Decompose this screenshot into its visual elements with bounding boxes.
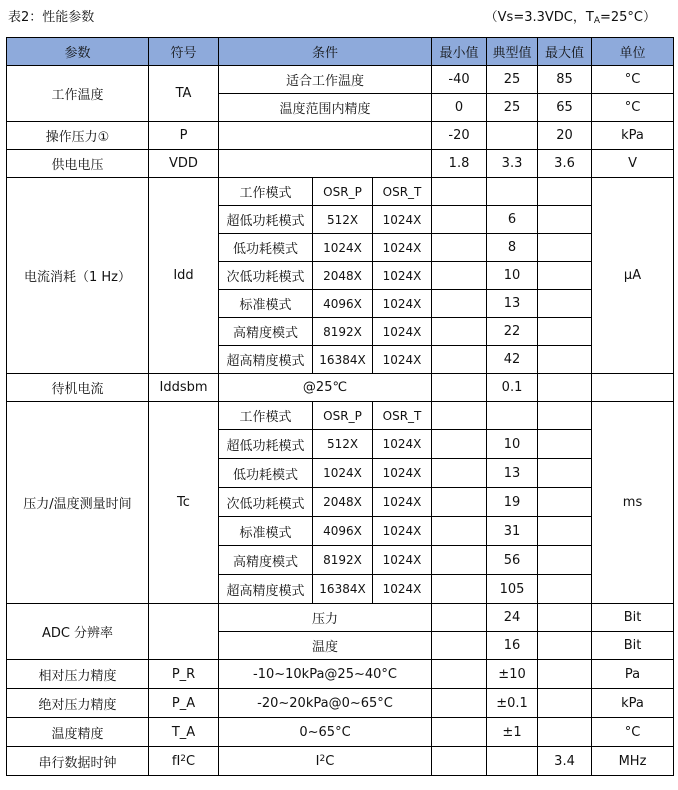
max-cell <box>538 632 592 660</box>
table-row <box>7 747 674 776</box>
table-row <box>7 660 674 689</box>
osr-t-cell: 1024X <box>373 575 432 604</box>
cond-cell: @25℃ <box>219 374 432 402</box>
header-param: 参数 <box>7 38 149 66</box>
unit-cell: Pa <box>592 660 674 689</box>
max-cell <box>538 488 592 517</box>
cond-cell: 压力 <box>219 604 432 632</box>
max-cell <box>538 234 592 262</box>
header-min: 最小值 <box>432 38 487 66</box>
max-cell: 20 <box>538 122 592 150</box>
typ-cell: 24 <box>487 604 538 632</box>
mode-header: 工作模式 <box>219 178 313 206</box>
min-cell <box>432 488 487 517</box>
osr-t-cell: 1024X <box>373 517 432 546</box>
typ-cell: ±0.1 <box>487 689 538 718</box>
table-row <box>7 122 674 150</box>
header-max: 最大值 <box>538 38 592 66</box>
max-cell <box>538 346 592 374</box>
unit-cell: MHz <box>592 747 674 776</box>
osr-t-header: OSR_T <box>373 178 432 206</box>
header-typ: 典型值 <box>487 38 538 66</box>
min-cell: -20 <box>432 122 487 150</box>
osr-t-cell: 1024X <box>373 206 432 234</box>
param-symbol: $fI^2C$ <box>149 747 219 776</box>
min-cell <box>432 689 487 718</box>
min-cell <box>432 632 487 660</box>
typ-cell: 13 <box>487 290 538 318</box>
min-cell <box>432 178 487 206</box>
unit-cell: Bit <box>592 632 674 660</box>
param-symbol: Tc <box>149 402 219 604</box>
min-cell <box>432 206 487 234</box>
typ-cell: 25 <box>487 94 538 122</box>
max-cell <box>538 430 592 459</box>
mode-cell: 次低功耗模式 <box>219 488 313 517</box>
param-name: 相对压力精度 <box>7 660 149 689</box>
table-row <box>7 689 674 718</box>
max-cell: 3.4 <box>538 747 592 776</box>
max-cell <box>538 318 592 346</box>
max-cell <box>538 402 592 430</box>
param-symbol: T_A <box>149 718 219 747</box>
min-cell <box>432 402 487 430</box>
max-cell <box>538 178 592 206</box>
osr-t-cell: 1024X <box>373 488 432 517</box>
param-name: 待机电流 <box>7 374 149 402</box>
typ-cell <box>487 402 538 430</box>
param-symbol: TA <box>149 66 219 122</box>
min-cell <box>432 575 487 604</box>
min-cell: 0 <box>432 94 487 122</box>
cond-cell <box>219 150 432 178</box>
max-cell <box>538 718 592 747</box>
osr-p-cell: 4096X <box>313 517 373 546</box>
table-row <box>7 66 674 94</box>
max-cell <box>538 206 592 234</box>
osr-t-cell: 1024X <box>373 430 432 459</box>
cond-cell: 0~65°C <box>219 718 432 747</box>
table-row <box>7 718 674 747</box>
table-row <box>7 604 674 632</box>
min-cell <box>432 430 487 459</box>
osr-p-cell: 2048X <box>313 488 373 517</box>
osr-p-cell: 16384X <box>313 346 373 374</box>
max-cell <box>538 262 592 290</box>
max-cell <box>538 374 592 402</box>
min-cell: -40 <box>432 66 487 94</box>
osr-p-cell: 512X <box>313 430 373 459</box>
unit-cell <box>592 374 674 402</box>
cond-cell: -20~20kPa@0~65°C <box>219 689 432 718</box>
osr-t-cell: 1024X <box>373 234 432 262</box>
param-name: 电流消耗（1 Hz） <box>7 178 149 374</box>
cond-cell: $I^2C$ <box>219 747 432 776</box>
unit-cell: kPa <box>592 122 674 150</box>
osr-t-cell: 1024X <box>373 346 432 374</box>
param-symbol: P_A <box>149 689 219 718</box>
mode-cell: 超低功耗模式 <box>219 206 313 234</box>
typ-cell: 0.1 <box>487 374 538 402</box>
osr-p-cell: 4096X <box>313 290 373 318</box>
osr-t-cell: 1024X <box>373 290 432 318</box>
cond-cell <box>219 122 432 150</box>
unit-cell: V <box>592 150 674 178</box>
osr-t-cell: 1024X <box>373 262 432 290</box>
osr-t-cell: 1024X <box>373 318 432 346</box>
mode-cell: 高精度模式 <box>219 546 313 575</box>
param-name: 绝对压力精度 <box>7 689 149 718</box>
param-name: 供电电压 <box>7 150 149 178</box>
table-row <box>7 150 674 178</box>
table-row <box>7 402 674 430</box>
cond-cell: 温度 <box>219 632 432 660</box>
unit-cell: ms <box>592 402 674 604</box>
typ-cell: 10 <box>487 262 538 290</box>
param-name: 工作温度 <box>7 66 149 122</box>
max-cell <box>538 459 592 488</box>
osr-p-cell: 8192X <box>313 546 373 575</box>
param-symbol: P_R <box>149 660 219 689</box>
max-cell <box>538 660 592 689</box>
unit-cell: kPa <box>592 689 674 718</box>
header-symbol: 符号 <box>149 38 219 66</box>
osr-p-cell: 2048X <box>313 262 373 290</box>
max-cell <box>538 517 592 546</box>
mode-cell: 高精度模式 <box>219 318 313 346</box>
max-cell <box>538 575 592 604</box>
cond-cell: 适合工作温度 <box>219 66 432 94</box>
mode-cell: 超低功耗模式 <box>219 430 313 459</box>
min-cell <box>432 374 487 402</box>
mode-cell: 低功耗模式 <box>219 459 313 488</box>
typ-cell: ±10 <box>487 660 538 689</box>
param-symbol: VDD <box>149 150 219 178</box>
param-name: 串行数据时钟 <box>7 747 149 776</box>
typ-cell: 8 <box>487 234 538 262</box>
param-name: ADC 分辨率 <box>7 604 149 660</box>
max-cell: 65 <box>538 94 592 122</box>
osr-t-cell: 1024X <box>373 459 432 488</box>
min-cell <box>432 747 487 776</box>
typ-cell: 22 <box>487 318 538 346</box>
typ-cell <box>487 747 538 776</box>
table-row <box>7 178 674 206</box>
unit-cell: °C <box>592 66 674 94</box>
typ-cell <box>487 178 538 206</box>
header-unit: 单位 <box>592 38 674 66</box>
typ-cell: 10 <box>487 430 538 459</box>
osr-t-cell: 1024X <box>373 546 432 575</box>
mode-cell: 超高精度模式 <box>219 575 313 604</box>
param-symbol: P <box>149 122 219 150</box>
typ-cell: 3.3 <box>487 150 538 178</box>
performance-table <box>6 37 674 776</box>
min-cell <box>432 660 487 689</box>
min-cell <box>432 546 487 575</box>
cond-cell: -10~10kPa@25~40°C <box>219 660 432 689</box>
typ-cell: 19 <box>487 488 538 517</box>
cond-cell: 温度范围内精度 <box>219 94 432 122</box>
typ-cell: 16 <box>487 632 538 660</box>
min-cell <box>432 318 487 346</box>
typ-cell: 6 <box>487 206 538 234</box>
min-cell <box>432 718 487 747</box>
mode-cell: 标准模式 <box>219 290 313 318</box>
typ-cell: 42 <box>487 346 538 374</box>
typ-cell <box>487 122 538 150</box>
mode-cell: 超高精度模式 <box>219 346 313 374</box>
table-row <box>7 374 674 402</box>
osr-p-cell: 1024X <box>313 234 373 262</box>
min-cell <box>432 290 487 318</box>
max-cell <box>538 290 592 318</box>
min-cell <box>432 262 487 290</box>
param-symbol: Iddsbm <box>149 374 219 402</box>
mode-cell: 低功耗模式 <box>219 234 313 262</box>
param-name: 压力/温度测量时间 <box>7 402 149 604</box>
min-cell <box>432 234 487 262</box>
param-name: 温度精度 <box>7 718 149 747</box>
typ-cell: 31 <box>487 517 538 546</box>
typ-cell: 105 <box>487 575 538 604</box>
mode-header: 工作模式 <box>219 402 313 430</box>
max-cell <box>538 604 592 632</box>
header-condition: 条件 <box>219 38 432 66</box>
header-row <box>7 38 674 66</box>
param-name: 操作压力① <box>7 122 149 150</box>
max-cell <box>538 689 592 718</box>
typ-cell: 56 <box>487 546 538 575</box>
mode-cell: 次低功耗模式 <box>219 262 313 290</box>
osr-t-header: OSR_T <box>373 402 432 430</box>
param-symbol: Idd <box>149 178 219 374</box>
typ-cell: 13 <box>487 459 538 488</box>
osr-p-cell: 16384X <box>313 575 373 604</box>
unit-cell: °C <box>592 94 674 122</box>
param-symbol <box>149 604 219 660</box>
max-cell <box>538 546 592 575</box>
test-conditions: （Vs=3.3VDC，$T_A=25^\circ C$） <box>484 10 656 26</box>
mode-cell: 标准模式 <box>219 517 313 546</box>
min-cell <box>432 517 487 546</box>
min-cell <box>432 346 487 374</box>
unit-cell: °C <box>592 718 674 747</box>
min-cell <box>432 604 487 632</box>
typ-cell: ±1 <box>487 718 538 747</box>
typ-cell: 25 <box>487 66 538 94</box>
min-cell: 1.8 <box>432 150 487 178</box>
unit-cell: Bit <box>592 604 674 632</box>
table-caption: 表2：性能参数 <box>8 10 95 25</box>
max-cell: 3.6 <box>538 150 592 178</box>
osr-p-cell: 8192X <box>313 318 373 346</box>
osr-p-header: OSR_P <box>313 402 373 430</box>
osr-p-cell: 1024X <box>313 459 373 488</box>
min-cell <box>432 459 487 488</box>
unit-cell: μA <box>592 178 674 374</box>
osr-p-header: OSR_P <box>313 178 373 206</box>
osr-p-cell: 512X <box>313 206 373 234</box>
max-cell: 85 <box>538 66 592 94</box>
